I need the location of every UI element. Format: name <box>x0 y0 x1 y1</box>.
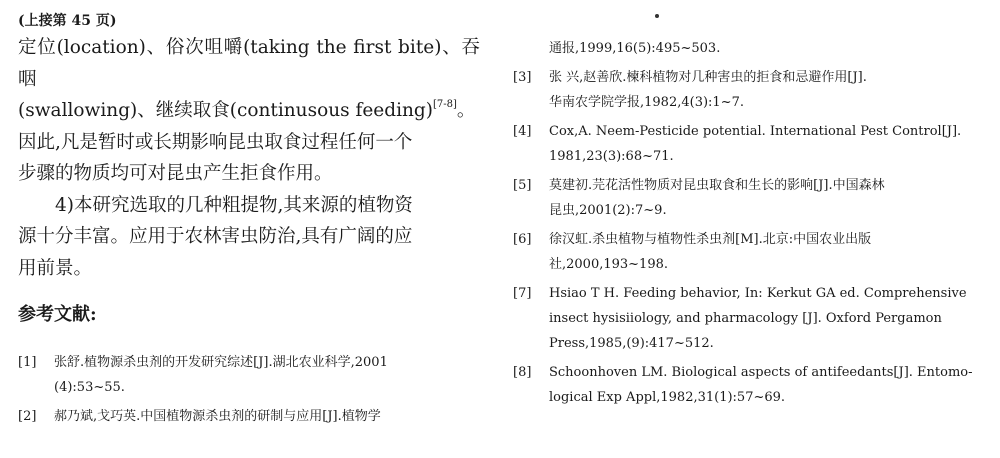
reference-number: [6] <box>513 232 532 247</box>
reference-line: 莫建初.芫花活性物质对昆虫取食和生长的影响[J].中国森林 <box>549 178 885 193</box>
reference-line: Press,1985,(9):417~512. <box>549 336 714 351</box>
reference-item <box>513 119 983 169</box>
reference-line: 社,2000,193~198. <box>549 257 668 272</box>
reference-number: [1] <box>18 355 37 370</box>
reference-line: 华南农学院学报,1982,4(3):1~7. <box>549 95 744 110</box>
reference-line: 郝乃斌,戈巧英.中国植物源杀虫剂的研制与应用[J].植物学 <box>54 409 381 424</box>
reference-item <box>513 227 983 277</box>
body-line-1: 定位(location)、俗次咀嚼(taking the first bite)、吞咽 <box>18 37 480 90</box>
body-line-2-text: (swallowing)、继续取食(continusous feeding) <box>18 100 433 121</box>
reference-line: 徐汉虹.杀虫植物与植物性杀虫剂[M].北京:中国农业出版 <box>549 232 872 247</box>
reference-line: logical Exp Appl,1982,31(1):57~69. <box>549 390 786 405</box>
citation-superscript: [7-8] <box>433 99 457 110</box>
references-heading: 参考文献: <box>18 304 97 325</box>
body-line-7: 用前景。 <box>18 257 93 279</box>
reference-line: Schoonhoven LM. Biological aspects of antifeedants[J]. Entomo- <box>549 365 973 380</box>
reference-line: 1981,23(3):68~71. <box>549 149 674 164</box>
body-line-3: 因此,凡是暂时或长期影响昆虫取食过程任何一个 <box>18 131 413 153</box>
continued-from-note: (上接第 45 页) <box>18 13 117 29</box>
reference-item <box>18 404 480 429</box>
reference-item <box>513 36 983 61</box>
reference-number: [2] <box>18 409 37 424</box>
body-line-6: 源十分丰富。应用于农林害虫防治,具有广阔的应 <box>18 226 413 247</box>
left-column <box>18 10 480 424</box>
body-text <box>18 32 480 284</box>
sentence-period: 。 <box>456 100 476 121</box>
speck-mark <box>655 14 659 18</box>
reference-number: [5] <box>513 178 532 193</box>
reference-line: insect hysisiiology, and pharmacology [J]. Oxford Pergamon <box>549 311 942 326</box>
reference-line: 张舒.植物源杀虫剂的开发研究综述[J].湖北农业科学,2001 <box>54 355 388 370</box>
reference-item <box>513 360 983 410</box>
body-line-4: 步骤的物质均可对昆虫产生拒食作用。 <box>18 163 333 184</box>
reference-number: [4] <box>513 124 532 139</box>
reference-line: Cox,A. Neem-Pesticide potential. International Pest Control[J]. <box>549 124 962 139</box>
left-references-list <box>18 350 480 433</box>
reference-line: 昆虫,2001(2):7~9. <box>549 203 667 218</box>
reference-line: 通报,1999,16(5):495~503. <box>549 41 721 56</box>
reference-item <box>18 350 480 400</box>
reference-item <box>513 65 983 115</box>
body-line-2 <box>18 95 480 127</box>
right-column <box>513 36 983 414</box>
reference-number: [8] <box>513 365 532 380</box>
reference-line: Hsiao T H. Feeding behavior, In: Kerkut GA ed. Comprehensive <box>549 286 967 301</box>
reference-line: 张 兴,赵善欣.楝科植物对几种害虫的拒食和忌避作用[J]. <box>549 70 867 85</box>
reference-number: [3] <box>513 70 532 85</box>
reference-item <box>513 281 983 356</box>
reference-number: [7] <box>513 286 532 301</box>
reference-item <box>513 173 983 223</box>
body-line-5: 4)本研究选取的几种粗提物,其来源的植物资 <box>55 194 413 216</box>
reference-number <box>513 36 549 61</box>
reference-line: (4):53~55. <box>54 380 125 395</box>
